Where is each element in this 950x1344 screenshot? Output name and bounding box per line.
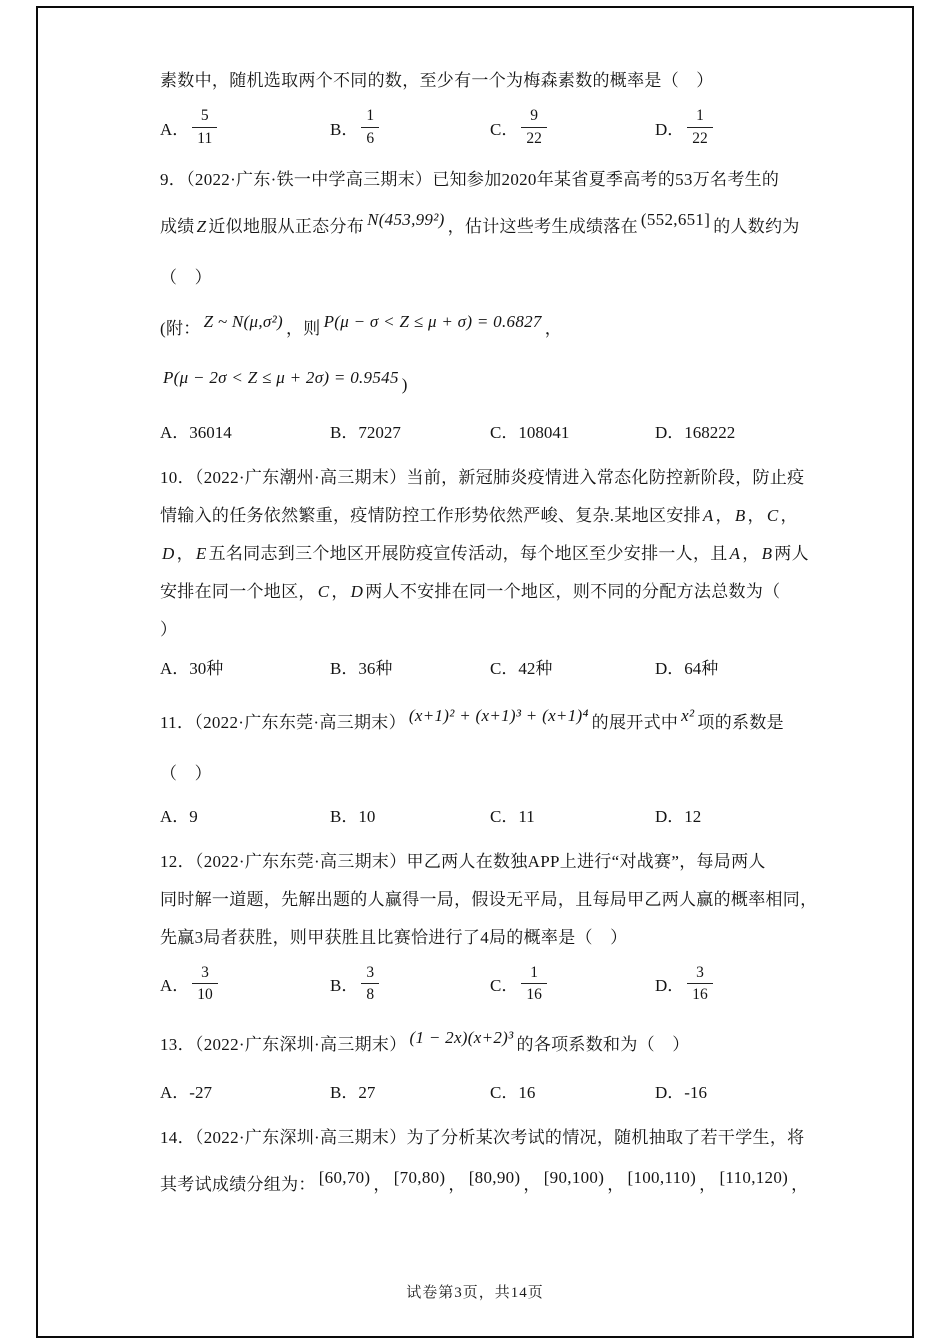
option-c (490, 964, 655, 1005)
fraction-denominator: 8 (366, 986, 375, 1004)
fraction-denominator: 10 (197, 986, 213, 1004)
option-d (655, 107, 800, 148)
text-run: ， (523, 1175, 541, 1195)
fraction-denominator: 22 (526, 129, 542, 147)
question-text: 先赢3局者获胜，则甲获胜且比赛恰进行了4局的概率是（ ） (160, 927, 628, 947)
option-b (330, 107, 490, 148)
fraction (192, 964, 218, 1005)
math-expression: (x+1)² + (x+1)³ + (x+1)⁴ (408, 705, 589, 725)
option-b: B．27 (330, 1083, 376, 1103)
option-b: B．10 (330, 806, 376, 826)
math-variable: C (766, 505, 779, 525)
text-run: 成绩 (160, 216, 195, 236)
option-c (490, 107, 655, 148)
math-variable: E (195, 543, 207, 563)
math-expression: P(μ − 2σ < Z ≤ μ + 2σ) = 0.9545 (163, 367, 399, 387)
option-b: B．72027 (330, 422, 401, 442)
math-interval: [110,120) (719, 1168, 789, 1188)
text-run: ， (780, 505, 798, 525)
question-14 (160, 1119, 809, 1213)
fraction (192, 107, 217, 148)
text-run: A． (160, 976, 190, 996)
option-c: C．16 (490, 1083, 536, 1103)
fraction-denominator: 16 (692, 986, 708, 1004)
fraction-numerator: 1 (521, 964, 547, 985)
question-text (160, 497, 800, 535)
question-10 (160, 459, 809, 689)
text-run: C． (490, 976, 519, 996)
text-run: ， (607, 1175, 625, 1195)
question-note (160, 357, 800, 413)
option-a: A．36014 (160, 422, 232, 442)
text-run: 安排在同一个地区， (160, 581, 316, 601)
fraction-numerator: 5 (192, 107, 217, 128)
math-expression: N(453,99²) (367, 209, 445, 229)
text-run: 项的系数是 (697, 712, 784, 732)
fraction-numerator: 1 (361, 107, 379, 128)
question-text (160, 1157, 809, 1213)
math-variable: D (162, 543, 175, 563)
text-run: 两人 (774, 543, 809, 563)
text-run: 情输入的任务依然繁重，疫情防控工作形势依然严峻、复杂.某地区安排 (160, 505, 701, 525)
question-text (160, 62, 800, 100)
answer-blank: （ ） (160, 763, 212, 783)
question-text (160, 199, 800, 255)
math-interval: [80,90) (468, 1168, 521, 1188)
fraction-numerator: 3 (192, 964, 218, 985)
math-interval: [70,80) (393, 1168, 446, 1188)
text-run: (附： (160, 318, 201, 338)
options-row (160, 649, 800, 689)
option-d: D．-16 (655, 1083, 707, 1103)
text-run: ， (699, 1175, 717, 1195)
text-run: C． (490, 119, 519, 139)
text-run: ， (448, 1175, 466, 1195)
option-c: C．108041 (490, 422, 570, 442)
text-run: ， (544, 318, 563, 338)
page-content (160, 62, 818, 1219)
text-run: ) (401, 374, 408, 394)
question-text: 14．（2022·广东深圳·高三期末）为了分析某次考试的情况，随机抽取了若干学生，将 (160, 1128, 805, 1148)
text-run: 13．（2022·广东深圳·高三期末） (160, 1035, 407, 1055)
math-expression: x² (681, 705, 695, 725)
option-d (655, 964, 800, 1005)
math-variable: C (317, 581, 330, 601)
text-run: 的人数约为 (713, 216, 800, 236)
fraction (521, 964, 547, 1005)
option-c: C．42种 (490, 658, 553, 678)
fraction-denominator: 16 (526, 986, 542, 1004)
question-text: 9．（2022·广东·铁一中学高三期末）已知参加2020年某省夏季高考的53万名考生的 (160, 169, 780, 189)
option-a: A．-27 (160, 1083, 212, 1103)
option-a: A．30种 (160, 658, 224, 678)
text-run: ， (715, 505, 733, 525)
answer-blank: ） (160, 619, 178, 639)
fraction (687, 107, 713, 148)
text-run: A． (160, 119, 190, 139)
question-9 (160, 161, 800, 453)
math-variable: B (734, 505, 746, 525)
options-row (160, 957, 800, 1012)
text-run: ， (331, 581, 349, 601)
text-run: ， (373, 1175, 391, 1195)
text-run: ，则 (285, 318, 321, 338)
text-run: D． (655, 976, 685, 996)
math-variable: D (350, 581, 364, 601)
text-run: B． (330, 119, 359, 139)
fraction-numerator: 1 (687, 107, 713, 128)
fraction-numerator: 3 (361, 964, 379, 985)
fraction-denominator: 6 (366, 129, 375, 147)
fraction (361, 107, 379, 148)
question-8-continuation (160, 62, 800, 155)
option-c: C．11 (490, 806, 535, 826)
question-11 (160, 695, 800, 837)
math-variable: A (702, 505, 714, 525)
options-row (160, 100, 800, 155)
math-interval: [60,70) (318, 1168, 371, 1188)
option-b (330, 964, 490, 1005)
text-run: ， (176, 543, 194, 563)
text-run: 两人不安排在同一个地区，则不同的分配方法总数为（ (365, 581, 781, 601)
fraction (687, 964, 713, 1005)
text-run: ， (747, 505, 765, 525)
math-expression: (1 − 2x)(x+2)³ (409, 1028, 514, 1048)
question-text (160, 1017, 800, 1073)
fraction-numerator: 9 (521, 107, 547, 128)
math-variable: A (729, 543, 741, 563)
option-a: A．9 (160, 806, 198, 826)
fraction-numerator: 3 (687, 964, 713, 985)
text-run: 的各项系数和为（ ） (516, 1035, 690, 1055)
question-text: 同时解一道题，先解出题的人赢得一局，假设无平局，且每局甲乙两人赢的概率相同， (160, 889, 818, 909)
text-run: D． (655, 119, 685, 139)
fraction (361, 964, 379, 1005)
options-row (160, 1073, 800, 1113)
text-run: 的展开式中 (591, 712, 679, 732)
page-footer: 试卷第3页，共14页 (406, 1285, 544, 1301)
options-row (160, 413, 800, 453)
text-run: B． (330, 976, 359, 996)
math-interval: (552,651] (640, 209, 711, 229)
option-d: D．64种 (655, 658, 719, 678)
option-a (160, 964, 330, 1005)
question-text (160, 695, 800, 751)
math-variable: B (761, 543, 773, 563)
option-a (160, 107, 330, 148)
option-d: D．12 (655, 806, 702, 826)
question-note (160, 301, 800, 357)
math-expression: Z ~ N(μ,σ²) (203, 311, 283, 331)
math-expression: P(μ − σ < Z ≤ μ + σ) = 0.6827 (323, 311, 542, 331)
fraction (521, 107, 547, 148)
text-run: 五名同志到三个地区开展防疫宣传活动，每个地区至少安排一人，且 (208, 543, 728, 563)
question-text: 12．（2022·广东东莞·高三期末）甲乙两人在数独APP上进行“对战赛”，每局两人 (160, 851, 766, 871)
options-row (160, 797, 800, 837)
question-13 (160, 1017, 800, 1113)
text-run: 素数中，随机选取两个不同的数，至少有一个为梅森素数的概率是（ ） (160, 71, 714, 90)
fraction-denominator: 22 (692, 129, 708, 147)
text-run: ， (742, 543, 760, 563)
math-interval: [100,110) (627, 1168, 697, 1188)
text-run: 其考试成绩分组为： (160, 1175, 316, 1195)
question-12 (160, 843, 818, 1012)
text-run: ， (791, 1175, 809, 1195)
answer-blank: （ ） (160, 267, 212, 287)
text-run: ，估计这些考生成绩落在 (447, 216, 638, 236)
math-variable: Z (196, 216, 207, 236)
question-text (160, 535, 809, 573)
text-run: 11．（2022·广东东莞·高三期末） (160, 712, 406, 732)
option-d: D．168222 (655, 422, 736, 442)
option-b: B．36种 (330, 658, 393, 678)
question-text (160, 573, 800, 611)
text-run: 近似地服从正态分布 (208, 216, 365, 236)
math-interval: [90,100) (543, 1168, 605, 1188)
question-text: 10．（2022·广东潮州·高三期末）当前，新冠肺炎疫情进入常态化防控新阶段，防止疫 (160, 467, 805, 487)
fraction-denominator: 11 (197, 129, 213, 147)
